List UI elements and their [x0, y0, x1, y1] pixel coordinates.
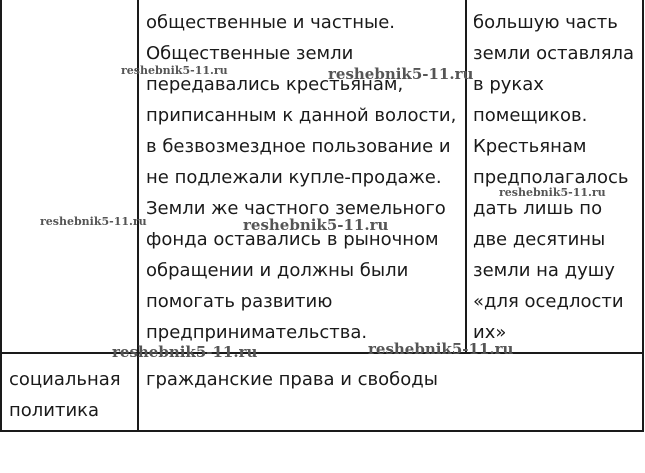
- text-line: социальная: [9, 369, 121, 390]
- text-line: помещиков.: [473, 105, 588, 126]
- text-line: Крестьянам: [473, 136, 587, 157]
- watermark: reshebnik5-11.ru: [368, 340, 514, 358]
- watermark: reshebnik5-11.ru: [328, 65, 474, 83]
- text-line: обращении и должны были: [146, 260, 409, 281]
- text-line: «для оседлости: [473, 291, 624, 312]
- text-line: общественные и частные.: [146, 12, 395, 33]
- table-border-left: [0, 0, 2, 432]
- text-line: в безвозмездное пользование и: [146, 136, 451, 157]
- watermark: reshebnik5-11.ru: [121, 64, 228, 77]
- text-line: передавались крестьянам,: [146, 74, 404, 95]
- text-line: политика: [9, 400, 100, 421]
- text-line: приписанным к данной волости,: [146, 105, 457, 126]
- text-line: помогать развитию: [146, 291, 333, 312]
- text-line: фонда оставались в рыночном: [146, 229, 439, 250]
- text-line: дать лишь по: [473, 198, 603, 219]
- watermark: reshebnik5-11.ru: [40, 215, 147, 228]
- text-line: гражданские права и свободы: [146, 369, 438, 390]
- text-line: большую часть: [473, 12, 618, 33]
- table-border-bottom: [0, 430, 644, 432]
- table-divider-2: [465, 0, 467, 352]
- table-border-right: [642, 0, 644, 432]
- text-line: не подлежали купле-продаже.: [146, 167, 442, 188]
- text-line: предполагалось: [473, 167, 629, 188]
- text-line: две десятины: [473, 229, 606, 250]
- row1-middle-cell: [146, 7, 456, 348]
- table-row-divider: [0, 352, 644, 354]
- text-line: их»: [473, 322, 507, 343]
- text-line: предпринимательства.: [146, 322, 368, 343]
- text-line: Общественные земли: [146, 43, 354, 64]
- text-line: Земли же частного земельного: [146, 198, 446, 219]
- row1-right-cell: [473, 7, 634, 348]
- text-line: земли оставляла: [473, 43, 635, 64]
- row2-left-cell: [9, 364, 121, 426]
- watermark: reshebnik5-11.ru: [112, 343, 258, 361]
- watermark: reshebnik5-11.ru: [499, 186, 606, 199]
- text-line: земли на душу: [473, 260, 615, 281]
- watermark: reshebnik5-11.ru: [243, 216, 389, 234]
- row2-middle-cell: [146, 364, 438, 395]
- text-line: в руках: [473, 74, 544, 95]
